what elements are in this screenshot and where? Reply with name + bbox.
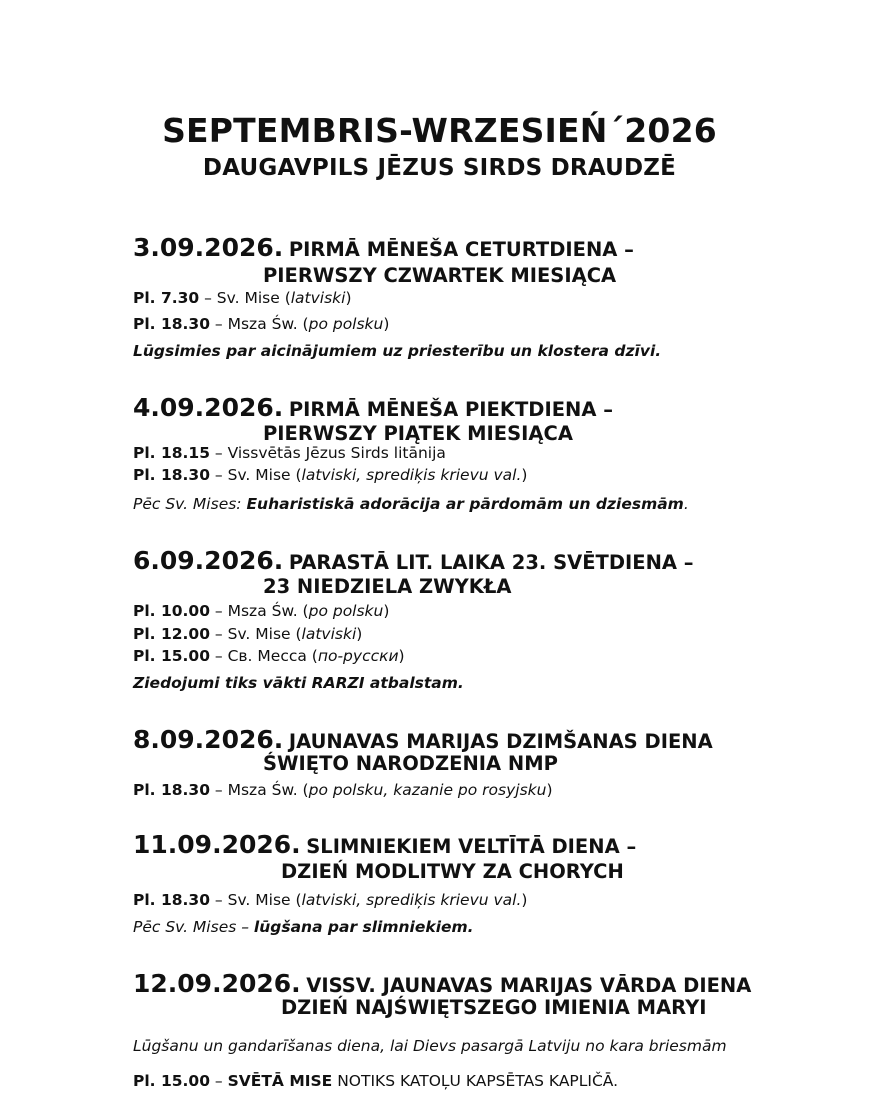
event-note: Pēc Sv. Mises: Euharistiskā adorācija ar pārdomām un dziesmām. bbox=[133, 495, 689, 513]
event-name-pl: 23 NIEDZIELA ZWYKŁA bbox=[263, 575, 512, 598]
event-heading-1 bbox=[133, 233, 634, 262]
event-name-lv: PIRMĀ MĒNEŠA CETURTDIENA – bbox=[288, 238, 634, 261]
schedule-line: Pl. 15.00 – SVĒTĀ MISE NOTIKS KATOĻU KAPSĒTAS KAPLIČĀ. bbox=[133, 1072, 619, 1090]
event-date: 3.09.2026. bbox=[133, 233, 284, 262]
event-date: 4.09.2026. bbox=[133, 393, 284, 422]
schedule-line: Pl. 10.00 – Msza Św. (po polsku) bbox=[133, 602, 390, 620]
event-heading-3 bbox=[133, 546, 694, 575]
schedule-line: Pl. 18.30 – Msza Św. (po polsku, kazanie po rosyjsku) bbox=[133, 781, 553, 799]
event-date: 8.09.2026. bbox=[133, 725, 284, 754]
schedule-line: Pl. 12.00 – Sv. Mise (latviski) bbox=[133, 625, 363, 643]
event-name-lv: VISSV. JAUNAVAS MARIJAS VĀRDA DIENA bbox=[306, 974, 752, 997]
event-name-pl: PIERWSZY PIĄTEK MIESIĄCA bbox=[263, 422, 573, 445]
event-date: 11.09.2026. bbox=[133, 830, 301, 859]
event-note: Pēc Sv. Mises – lūgšana par slimniekiem. bbox=[133, 918, 474, 936]
event-intro: Lūgšanu un gandarīšanas diena, lai Dievs pasargā Latviju no kara briesmām bbox=[133, 1037, 727, 1055]
event-date: 6.09.2026. bbox=[133, 546, 284, 575]
page-subtitle: DAUGAVPILS JĒZUS SIRDS DRAUDZĒ bbox=[202, 155, 677, 181]
schedule-line: Pl. 15.00 – Св. Месса (по-русски) bbox=[133, 647, 405, 665]
event-name-pl: DZIEŃ MODLITWY ZA CHORYCH bbox=[281, 860, 624, 883]
event-heading-5 bbox=[133, 830, 636, 859]
event-note: Lūgsimies par aicinājumiem uz priesterību un klostera dzīvi. bbox=[133, 342, 662, 360]
event-name-pl: PIERWSZY CZWARTEK MIESIĄCA bbox=[263, 264, 617, 287]
event-heading-2 bbox=[133, 393, 613, 422]
event-heading-4 bbox=[133, 725, 713, 754]
event-name-lv: SLIMNIEKIEM VELTĪTĀ DIENA – bbox=[306, 835, 637, 858]
event-name-lv: PIRMĀ MĒNEŠA PIEKTDIENA – bbox=[288, 398, 613, 421]
event-heading-6 bbox=[133, 969, 751, 998]
schedule-line: Pl. 18.30 – Sv. Mise (latviski, sprediķis krievu val.) bbox=[133, 466, 528, 484]
schedule-line: Pl. 18.15 – Vissvētās Jēzus Sirds litānija bbox=[133, 444, 446, 462]
event-date: 12.09.2026. bbox=[133, 969, 301, 998]
event-name-pl: DZIEŃ NAJŚWIĘTSZEGO IMIENIA MARYI bbox=[281, 996, 707, 1019]
schedule-line: Pl. 18.30 – Msza Św. (po polsku) bbox=[133, 315, 390, 333]
event-name-lv: PARASTĀ LIT. LAIKA 23. SVĒTDIENA – bbox=[288, 551, 694, 574]
schedule-line: Pl. 7.30 – Sv. Mise (latviski) bbox=[133, 289, 352, 307]
event-note: Ziedojumi tiks vākti RARZI atbalstam. bbox=[133, 674, 464, 692]
page-title: SEPTEMBRIS-WRZESIEŃ´2026 bbox=[162, 111, 717, 150]
schedule-line: Pl. 18.30 – Sv. Mise (latviski, sprediķis krievu val.) bbox=[133, 891, 528, 909]
event-name-pl: ŚWIĘTO NARODZENIA NMP bbox=[263, 752, 558, 775]
event-name-lv: JAUNAVAS MARIJAS DZIMŠANAS DIENA bbox=[288, 730, 713, 753]
